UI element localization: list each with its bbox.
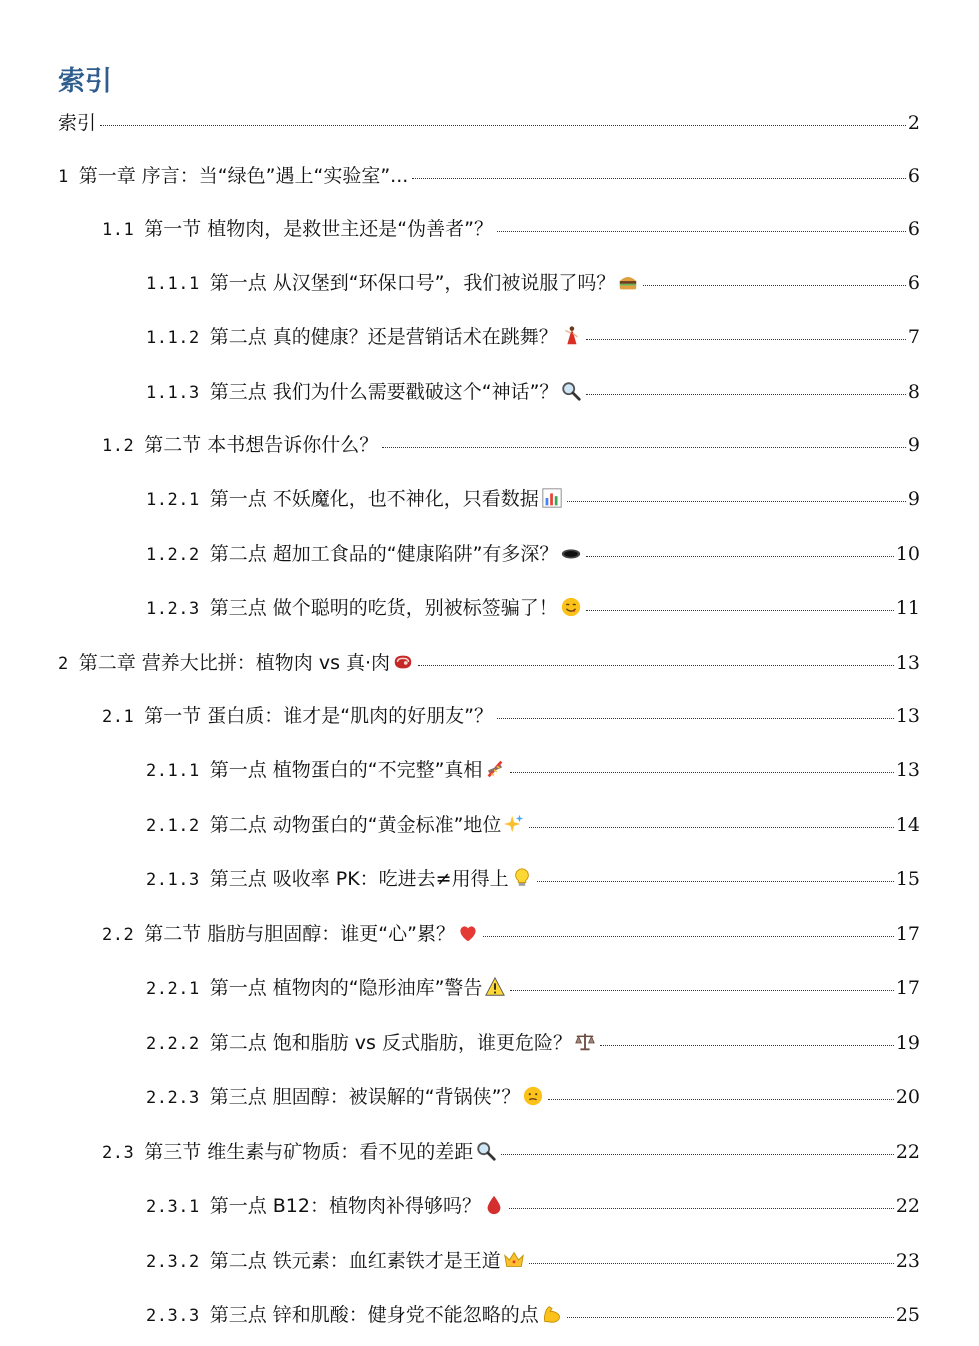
toc-dot-leader xyxy=(567,501,906,502)
toc-entry-label xyxy=(146,1300,563,1327)
toc-entry-label xyxy=(146,484,563,511)
toc-entry-label xyxy=(146,539,582,566)
toc-entry-number: 2.3.1 xyxy=(146,1197,200,1217)
toc-entry[interactable] xyxy=(146,377,920,404)
toc-entry-number: 1.2 xyxy=(102,436,135,456)
toc-dot-leader xyxy=(418,665,894,666)
toc-dot-leader xyxy=(586,610,894,611)
toc-entry[interactable] xyxy=(146,268,920,295)
toc-entry[interactable] xyxy=(146,810,920,837)
toc-entry-label xyxy=(58,161,408,188)
toc-entry-page-number: 11 xyxy=(895,597,920,619)
toc-entry-number: 1.1.3 xyxy=(146,383,200,403)
toc-entry-label xyxy=(102,1137,497,1164)
toc-entry[interactable] xyxy=(146,1191,920,1218)
toc-entry-title: 第二章 营养大比拼：植物肉 vs 真·肉 xyxy=(78,652,391,674)
toc-entry-number: 1.2.3 xyxy=(146,599,200,619)
toc-dot-leader xyxy=(529,827,893,828)
toc-entry-number: 1.1.1 xyxy=(146,274,200,294)
toc-entry-title: 第三节 维生素与矿物质：看不见的差距 xyxy=(144,1141,474,1163)
toc-entry-label xyxy=(146,810,525,837)
toc-entry-page-number: 19 xyxy=(895,1032,920,1054)
toc-entry[interactable] xyxy=(146,1246,920,1273)
toc-entry-title: 第二节 本书想告诉你什么？ xyxy=(144,434,379,456)
toc-entry[interactable] xyxy=(146,539,920,566)
toc-entry-label xyxy=(146,973,506,1000)
toc-entry[interactable] xyxy=(146,755,920,782)
toc-entry-page-number: 10 xyxy=(895,543,920,565)
toc-entry-page-number: 9 xyxy=(907,434,920,456)
toc-entry-label xyxy=(146,593,582,620)
toc-entry-number: 1 xyxy=(58,167,69,187)
toc-entry-number: 1.2.2 xyxy=(146,545,200,565)
toc-dot-leader xyxy=(529,1263,894,1264)
toc-entry-title: 第一点 植物肉的“隐形油库”警告 xyxy=(209,977,483,999)
toc-entry-page-number: 6 xyxy=(907,165,920,187)
crown-icon xyxy=(503,1249,525,1271)
heart-icon xyxy=(457,922,479,944)
toc-entry-title: 第一点 植物蛋白的“不完整”真相 xyxy=(209,759,483,781)
toc-entry-label xyxy=(102,701,493,728)
toc-entry-title: 第三点 吸收率 PK：吃进去≠用得上 xyxy=(209,868,509,890)
toc-entry-label xyxy=(102,430,378,457)
toc-dot-leader xyxy=(548,1099,893,1100)
toc-dot-leader xyxy=(567,1317,894,1318)
toc-entry-page-number: 7 xyxy=(907,326,920,348)
confused-face-icon xyxy=(522,1085,544,1107)
toc-entry-title: 第一点 B12：植物肉补得够吗？ xyxy=(209,1195,481,1217)
toc-dot-leader xyxy=(510,772,893,773)
toc-entry[interactable] xyxy=(58,648,920,675)
toc-dot-leader xyxy=(100,125,906,126)
toc-dot-leader xyxy=(537,881,894,882)
toc-entry-page-number: 13 xyxy=(895,652,920,674)
toc-dot-leader xyxy=(497,718,894,719)
toc-heading: 索引 xyxy=(58,66,112,97)
toc-dot-leader xyxy=(586,339,906,340)
toc-dot-leader xyxy=(497,231,906,232)
flexed-biceps-icon xyxy=(541,1303,563,1325)
dna-icon xyxy=(484,758,506,780)
toc-entry[interactable] xyxy=(146,593,920,620)
toc-entry-title: 第二点 动物蛋白的“黄金标准”地位 xyxy=(209,814,502,836)
toc-dot-leader xyxy=(509,1208,894,1209)
toc-entry-page-number: 20 xyxy=(895,1086,920,1108)
toc-entry-title: 第二点 饱和脂肪 vs 反式脂肪，谁更危险？ xyxy=(209,1032,572,1054)
toc-entry[interactable] xyxy=(146,973,920,1000)
toc-entry-page-number: 9 xyxy=(907,488,920,510)
toc-entry-label xyxy=(102,214,493,241)
hole-icon xyxy=(560,542,582,564)
toc-dot-leader xyxy=(412,178,906,179)
toc-entry[interactable] xyxy=(102,919,920,946)
toc-entry-number: 2.3.3 xyxy=(146,1306,200,1326)
toc-entry-title: 第二点 超加工食品的“健康陷阱”有多深？ xyxy=(209,543,559,565)
burger-icon xyxy=(617,271,639,293)
magnifier-icon xyxy=(475,1140,497,1162)
toc-entry[interactable] xyxy=(146,864,920,891)
toc-dot-leader xyxy=(586,556,893,557)
toc-entry-label xyxy=(102,919,479,946)
toc-entry-page-number: 13 xyxy=(895,759,920,781)
toc-entry-label xyxy=(146,1028,596,1055)
toc-entry[interactable] xyxy=(146,484,920,511)
toc-entry-title: 第一章 序言：当“绿色”遇上“实验室”... xyxy=(78,165,409,187)
toc-entry[interactable] xyxy=(146,1028,920,1055)
toc-entry-page-number: 17 xyxy=(895,923,920,945)
toc-entry-title: 第二点 真的健康？还是营销话术在跳舞？ xyxy=(209,326,558,348)
toc-entry-number: 2.3.2 xyxy=(146,1252,200,1272)
toc-entry-title: 第三点 锌和肌酸：健身党不能忽略的点 xyxy=(209,1304,539,1326)
scales-icon xyxy=(574,1031,596,1053)
bar-chart-icon xyxy=(541,487,563,509)
toc-entry-label xyxy=(146,1191,505,1218)
toc-entry-label xyxy=(146,268,639,295)
toc-entry-number: 2.2 xyxy=(102,925,135,945)
blood-drop-icon xyxy=(483,1194,505,1216)
toc-entry-title: 索引 xyxy=(58,112,97,134)
toc-entry[interactable] xyxy=(102,1137,920,1164)
toc-entry-page-number: 13 xyxy=(895,705,920,727)
toc-entry[interactable] xyxy=(102,214,920,241)
toc-entry-number: 1.2.1 xyxy=(146,490,200,510)
toc-entry-page-number: 15 xyxy=(895,868,920,890)
yum-face-icon xyxy=(560,596,582,618)
toc-entry-page-number: 6 xyxy=(907,272,920,294)
toc-entry-title: 第三点 胆固醇：被误解的“背锅侠”？ xyxy=(209,1086,521,1108)
toc-entry-number: 1.1 xyxy=(102,220,135,240)
toc-entry-title: 第一节 植物肉，是救世主还是“伪善者”？ xyxy=(144,218,493,240)
toc-entry-page-number: 22 xyxy=(895,1195,920,1217)
toc-entry-title: 第一点 从汉堡到“环保口号”，我们被说服了吗？ xyxy=(209,272,616,294)
toc-entry-label xyxy=(58,108,96,135)
toc-entry-title: 第二点 铁元素：血红素铁才是王道 xyxy=(209,1250,501,1272)
toc-entry-title: 第一节 蛋白质：谁才是“肌肉的好朋友”？ xyxy=(144,705,493,727)
toc-entry-number: 1.1.2 xyxy=(146,328,200,348)
toc-entry[interactable] xyxy=(146,322,920,349)
toc-entry[interactable] xyxy=(146,1300,920,1327)
sparkles-icon xyxy=(503,813,525,835)
toc-entry-page-number: 17 xyxy=(895,977,920,999)
toc-entry-number: 2.1.2 xyxy=(146,816,200,836)
magnifier-icon xyxy=(560,380,582,402)
toc-entry-page-number: 8 xyxy=(907,381,920,403)
toc-entry-page-number: 25 xyxy=(895,1304,920,1326)
toc-entry-number: 2.1 xyxy=(102,707,135,727)
toc-entry-number: 2.3 xyxy=(102,1143,135,1163)
toc-entry-page-number: 23 xyxy=(895,1250,920,1272)
toc-entry[interactable] xyxy=(58,161,920,188)
toc-dot-leader xyxy=(501,1154,894,1155)
toc-entry-title: 第三点 做个聪明的吃货，别被标签骗了！ xyxy=(209,597,558,619)
toc-entry-number: 2.1.1 xyxy=(146,761,200,781)
toc-entry-page-number: 14 xyxy=(895,814,920,836)
toc-entry-title: 第三点 我们为什么需要戳破这个“神话”？ xyxy=(209,381,559,403)
toc-entry-page-number: 22 xyxy=(895,1141,920,1163)
toc-entry[interactable] xyxy=(102,430,920,457)
toc-entry-label xyxy=(146,377,582,404)
light-bulb-icon xyxy=(511,867,533,889)
toc-dot-leader xyxy=(643,285,905,286)
toc-entry[interactable] xyxy=(146,1082,920,1109)
toc-dot-leader xyxy=(510,990,893,991)
toc-entry[interactable] xyxy=(102,701,920,728)
dancer-icon xyxy=(560,325,582,347)
toc-entry-label xyxy=(146,1082,544,1109)
toc-entry-label xyxy=(146,755,506,782)
toc-dot-leader xyxy=(600,1045,894,1046)
toc-entry-number: 2.2.3 xyxy=(146,1088,200,1108)
toc-dot-leader xyxy=(483,936,894,937)
toc-entry-page-number: 2 xyxy=(907,112,920,134)
toc-entry-label xyxy=(146,864,533,891)
toc-entry-label xyxy=(146,322,582,349)
warning-icon xyxy=(484,976,506,998)
toc-entry-number: 2.2.2 xyxy=(146,1034,200,1054)
toc-entry-title: 第一点 不妖魔化，也不神化，只看数据 xyxy=(209,488,539,510)
toc-entry-number: 2.1.3 xyxy=(146,870,200,890)
steak-icon xyxy=(392,651,414,673)
toc-entry-page-number: 6 xyxy=(907,218,920,240)
toc-entry-number: 2.2.1 xyxy=(146,979,200,999)
toc-dot-leader xyxy=(586,394,905,395)
toc-entry-number: 2 xyxy=(58,654,69,674)
toc-entry-label xyxy=(146,1246,525,1273)
toc-entry-label xyxy=(58,648,414,675)
toc-entry[interactable] xyxy=(58,108,920,135)
toc-dot-leader xyxy=(382,447,906,448)
toc-entry-title: 第二节 脂肪与胆固醇：谁更“心”累？ xyxy=(144,923,455,945)
toc-page xyxy=(58,62,920,1326)
